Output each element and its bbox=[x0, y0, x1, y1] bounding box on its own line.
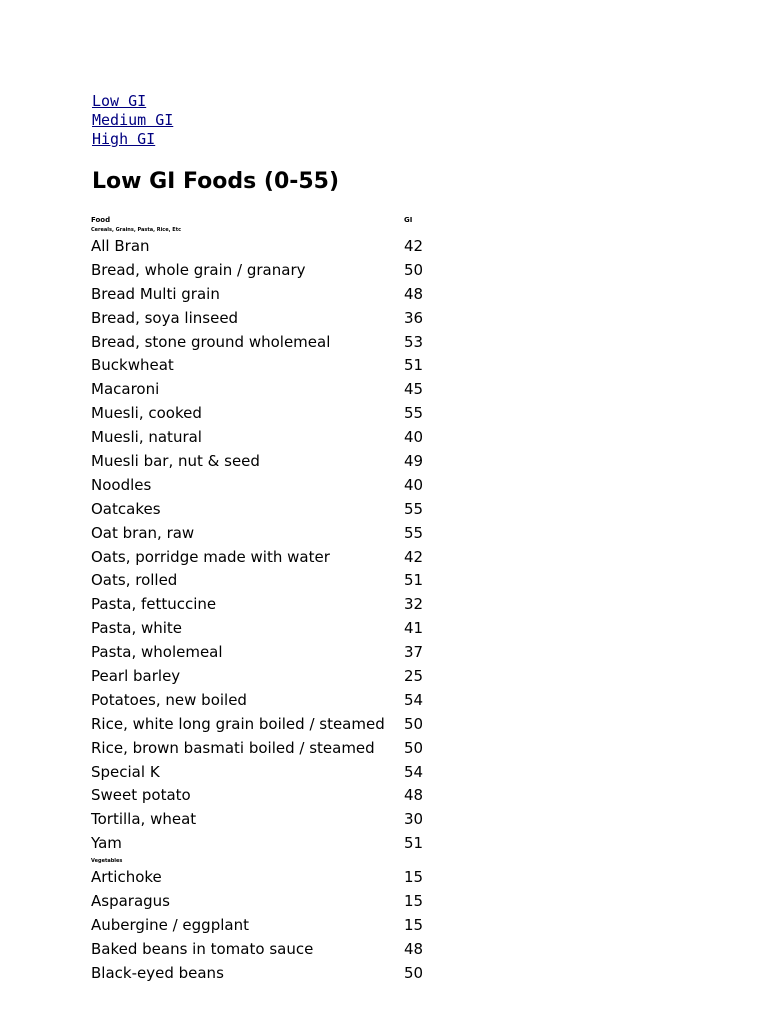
food-name: Buckwheat bbox=[91, 356, 174, 375]
table-row bbox=[91, 307, 451, 331]
header-food: Food bbox=[91, 216, 111, 224]
table-row bbox=[91, 832, 451, 856]
food-name: Macaroni bbox=[91, 380, 160, 399]
food-name: Artichoke bbox=[91, 868, 162, 887]
gi-value: 32 bbox=[404, 595, 424, 614]
table-row bbox=[91, 593, 451, 617]
table-row bbox=[91, 283, 451, 307]
gi-value: 49 bbox=[404, 452, 424, 471]
food-name: Oat bran, raw bbox=[91, 523, 195, 542]
food-name: Baked beans in tomato sauce bbox=[91, 939, 314, 958]
table-row bbox=[91, 450, 451, 474]
food-name: Black-eyed beans bbox=[91, 963, 224, 982]
food-name: All Bran bbox=[91, 237, 150, 255]
gi-nav bbox=[92, 92, 173, 149]
gi-value: 15 bbox=[404, 892, 424, 911]
gi-value: 50 bbox=[404, 963, 424, 982]
table-row bbox=[91, 546, 451, 570]
food-name: Oatcakes bbox=[91, 499, 161, 518]
food-name: Tortilla, wheat bbox=[91, 810, 197, 829]
gi-value: 25 bbox=[404, 667, 424, 686]
table-row bbox=[91, 498, 451, 522]
food-name: Bread, whole grain / granary bbox=[91, 260, 306, 279]
table-row bbox=[91, 737, 451, 761]
food-name: Muesli, natural bbox=[91, 428, 202, 447]
food-name: Pasta, white bbox=[91, 619, 183, 638]
gi-value: 51 bbox=[404, 356, 424, 375]
table-row bbox=[91, 761, 451, 785]
table-row bbox=[91, 641, 451, 665]
gi-value: 55 bbox=[404, 404, 424, 423]
gi-value: 50 bbox=[404, 738, 424, 757]
gi-value: 48 bbox=[404, 284, 424, 303]
food-name: Pearl barley bbox=[91, 667, 181, 686]
gi-value: 53 bbox=[404, 332, 424, 351]
table-header bbox=[91, 215, 451, 225]
food-name: Rice, brown basmati boiled / steamed bbox=[91, 738, 375, 757]
table-row bbox=[91, 426, 451, 450]
food-name: Pasta, wholemeal bbox=[91, 643, 223, 662]
table-row bbox=[91, 259, 451, 283]
table-row bbox=[91, 713, 451, 737]
table-row bbox=[91, 914, 451, 938]
gi-value: 50 bbox=[404, 714, 424, 733]
gi-value: 15 bbox=[404, 915, 424, 934]
table-row bbox=[91, 890, 451, 914]
gi-value: 37 bbox=[404, 643, 424, 662]
table-row bbox=[91, 617, 451, 641]
category-label: Vegetables bbox=[91, 858, 123, 865]
gi-value: 42 bbox=[404, 547, 424, 566]
food-name: Noodles bbox=[91, 475, 152, 494]
table-row bbox=[91, 474, 451, 498]
gi-value: 55 bbox=[404, 523, 424, 542]
food-name: Oats, rolled bbox=[91, 571, 178, 590]
food-name: Bread, stone ground wholemeal bbox=[91, 332, 331, 351]
food-name: Rice, white long grain boiled / steamed bbox=[91, 714, 385, 733]
gi-value: 15 bbox=[404, 868, 424, 887]
gi-table bbox=[91, 215, 451, 986]
table-row bbox=[91, 962, 451, 986]
nav-link-medium-gi[interactable]: Medium GI bbox=[92, 111, 174, 129]
table-row bbox=[91, 402, 451, 426]
food-name: Bread Multi grain bbox=[91, 284, 220, 303]
food-name: Oats, porridge made with water bbox=[91, 547, 330, 566]
table-row bbox=[91, 689, 451, 713]
food-name: Aubergine / eggplant bbox=[91, 915, 249, 934]
table-row bbox=[91, 235, 451, 259]
food-name: Potatoes, new boiled bbox=[91, 690, 247, 709]
food-name: Muesli, cooked bbox=[91, 404, 202, 423]
food-name: Special K bbox=[91, 762, 160, 781]
table-row bbox=[91, 522, 451, 546]
table-row bbox=[91, 808, 451, 832]
table-row bbox=[91, 354, 451, 378]
gi-value: 54 bbox=[404, 762, 424, 781]
gi-value: 30 bbox=[404, 810, 424, 829]
table-row bbox=[91, 665, 451, 689]
table-row bbox=[91, 569, 451, 593]
nav-link-high-gi[interactable]: High GI bbox=[92, 130, 156, 148]
gi-value: 51 bbox=[404, 834, 424, 853]
table-row bbox=[91, 378, 451, 402]
table-row bbox=[91, 938, 451, 962]
table-row bbox=[91, 866, 451, 890]
table-row bbox=[91, 331, 451, 355]
table-row bbox=[91, 784, 451, 808]
food-name: Sweet potato bbox=[91, 786, 191, 805]
gi-value: 54 bbox=[404, 690, 424, 709]
gi-value: 51 bbox=[404, 571, 424, 590]
gi-value: 50 bbox=[404, 260, 424, 279]
gi-value: 55 bbox=[404, 499, 424, 518]
nav-link-low-gi[interactable]: Low GI bbox=[92, 92, 147, 110]
category-label: Cereals, Grains, Pasta, Rice, Etc bbox=[91, 227, 182, 233]
header-gi: GI bbox=[404, 216, 413, 224]
gi-value: 42 bbox=[404, 237, 424, 255]
gi-value: 40 bbox=[404, 428, 424, 447]
gi-value: 36 bbox=[404, 308, 424, 327]
gi-value: 41 bbox=[404, 619, 424, 638]
gi-value: 40 bbox=[404, 475, 424, 494]
gi-value: 45 bbox=[404, 380, 424, 399]
food-name: Muesli bar, nut & seed bbox=[91, 452, 260, 471]
food-name: Pasta, fettuccine bbox=[91, 595, 217, 614]
food-name: Asparagus bbox=[91, 892, 170, 911]
gi-value: 48 bbox=[404, 939, 424, 958]
food-name: Bread, soya linseed bbox=[91, 308, 239, 327]
page-title: Low GI Foods (0-55) bbox=[92, 169, 340, 194]
food-name: Yam bbox=[91, 834, 122, 853]
gi-value: 48 bbox=[404, 786, 424, 805]
